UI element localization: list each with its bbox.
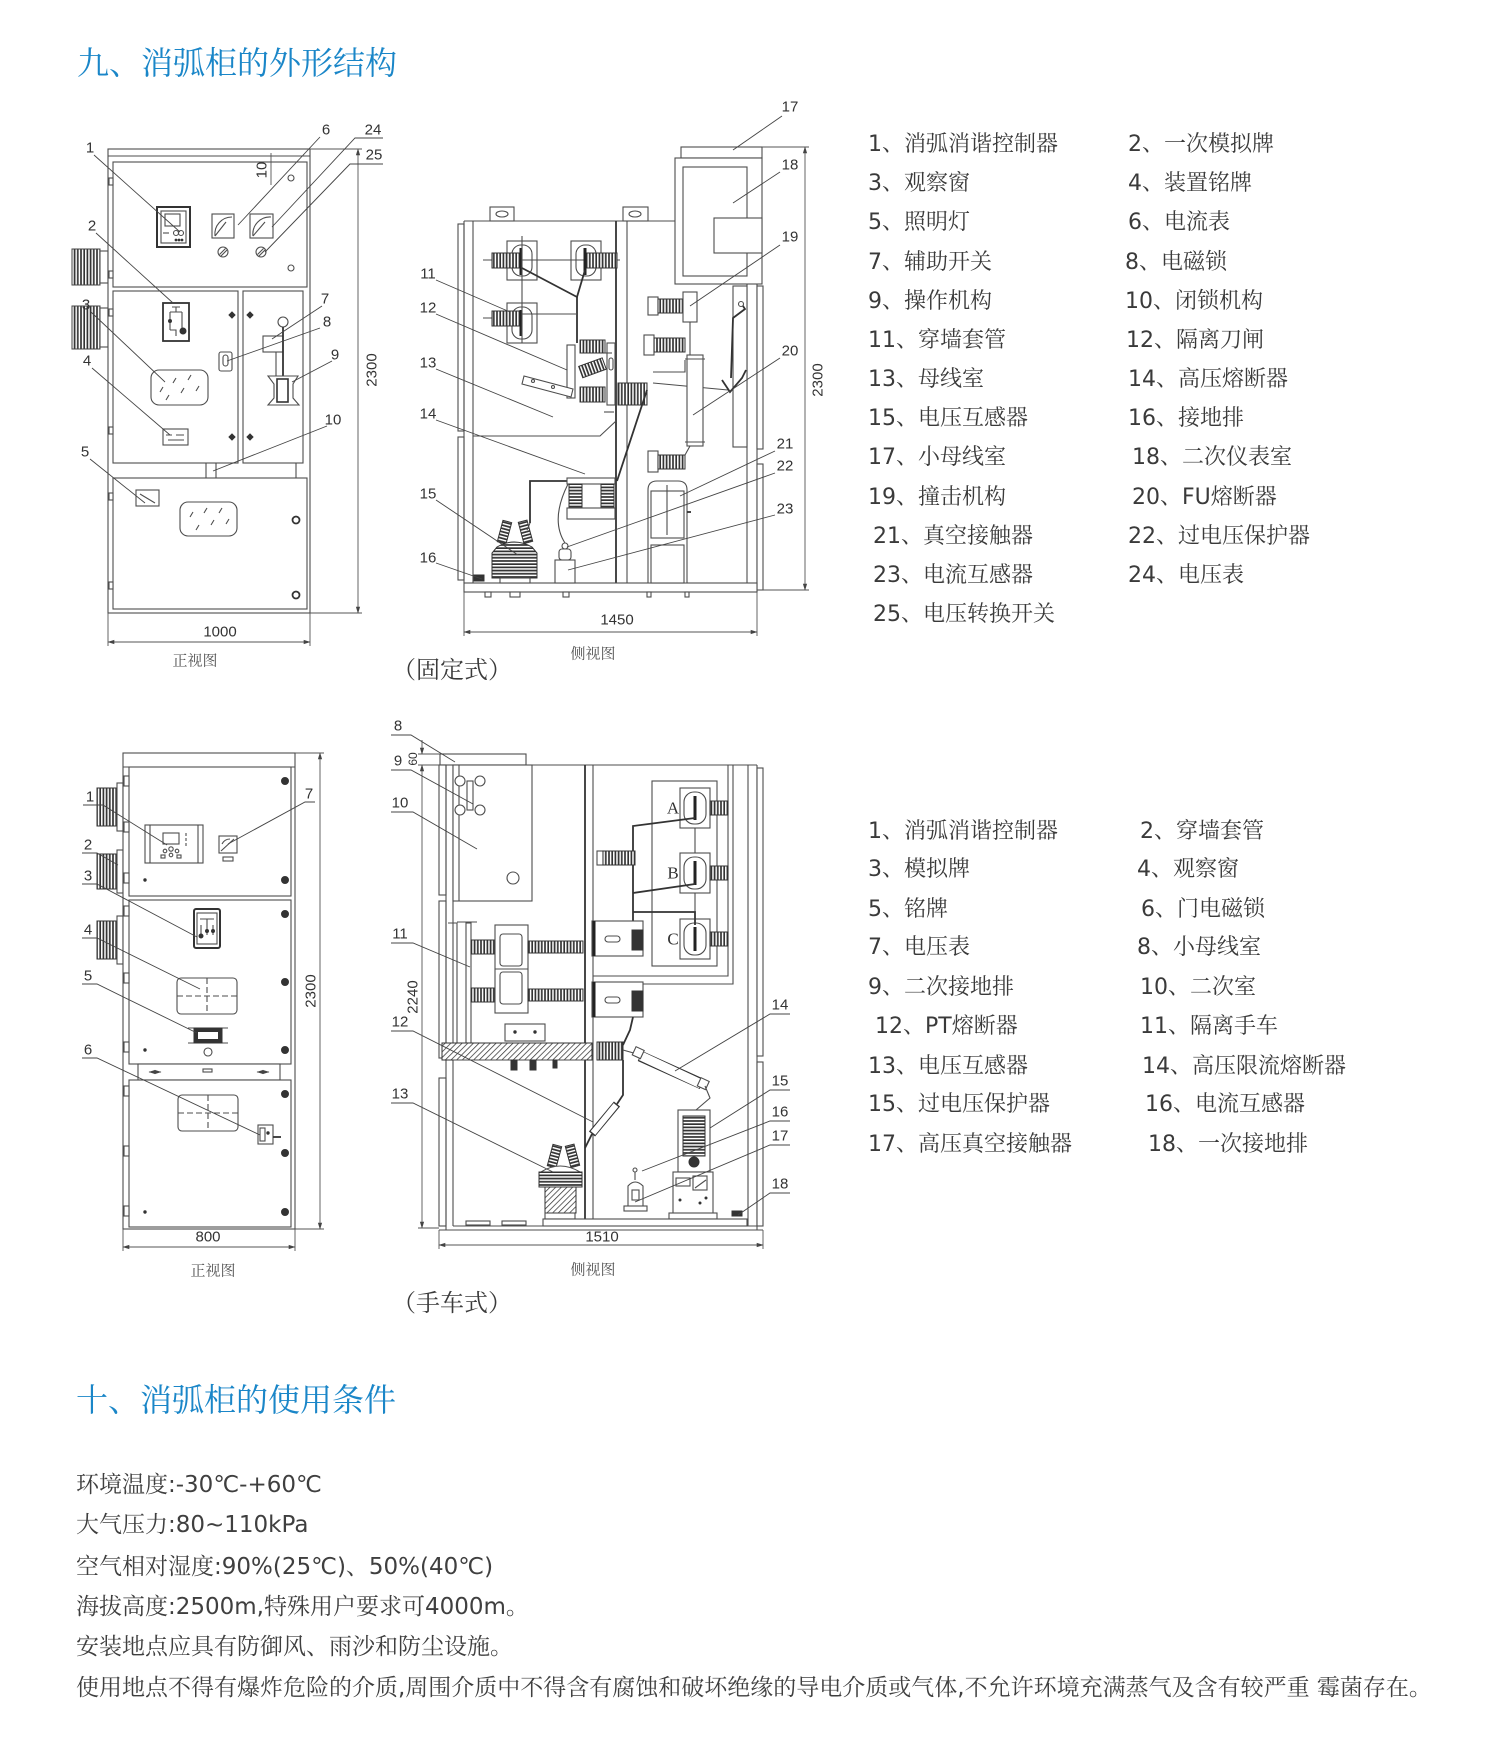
legend-item: 8、电磁锁 [1125, 250, 1227, 275]
dim-height: 2300 [809, 363, 827, 397]
callout-1: 1 [85, 788, 95, 806]
callout-11: 11 [420, 265, 436, 283]
legend-item: 9、二次接地排 [868, 975, 1014, 1000]
secondary-instrument-room [675, 147, 762, 284]
mimic-board [194, 909, 220, 948]
callout-1: 1 [85, 139, 95, 157]
callout-13: 13 [391, 1085, 409, 1103]
callout-2: 2 [83, 836, 93, 854]
striker-mechanism [644, 292, 697, 355]
front-view-caption: 正视图 [172, 652, 218, 670]
callout-12: 12 [391, 1013, 409, 1031]
legend-item: 11、隔离手车 [1140, 1014, 1278, 1039]
legend-item: 12、隔离刀闸 [1126, 328, 1264, 353]
legend-item: 13、母线室 [868, 367, 984, 392]
legend-item: 12、PT熔断器 [875, 1014, 1018, 1039]
callout-17: 17 [771, 1127, 789, 1145]
vent-slot [502, 1221, 526, 1225]
phase-label-a: A [666, 798, 680, 818]
callout-3: 3 [81, 296, 91, 314]
callout-24: 24 [364, 121, 382, 139]
legend-item: 13、电压互感器 [868, 1054, 1028, 1079]
vent-slot [466, 1221, 490, 1225]
legend-item: 7、辅助开关 [868, 250, 992, 275]
legend-item: 11、穿墙套管 [868, 328, 1006, 353]
hv-fuse [530, 478, 615, 523]
static-contacts [592, 851, 643, 1017]
isolating-switch [567, 340, 615, 412]
hv-vacuum-contactor [669, 1172, 717, 1219]
dim-top: 60 [406, 752, 420, 766]
side-view-caption: 侧视图 [570, 1261, 616, 1279]
lower-observation-window [180, 502, 237, 536]
fixed-front-view [72, 122, 383, 670]
legend-item: 20、FU熔断器 [1132, 485, 1277, 510]
callout-3: 3 [83, 867, 93, 885]
callout-23: 23 [776, 500, 794, 518]
dim-width: 1450 [600, 611, 634, 629]
dim-width: 800 [195, 1228, 221, 1246]
callout-25: 25 [365, 146, 383, 164]
observation-window [151, 370, 208, 405]
legend-item: 22、过电压保护器 [1128, 524, 1310, 549]
legend-item: 1、消弧消谐控制器 [868, 819, 1058, 844]
fixed-type-caption: （固定式） [392, 656, 512, 684]
legend-item: 18、二次仪表室 [1132, 445, 1292, 470]
callout-10: 10 [324, 411, 342, 429]
callout-21: 21 [776, 435, 794, 453]
legend-item: 15、电压互感器 [868, 406, 1028, 431]
legend-item: 14、高压限流熔断器 [1142, 1054, 1346, 1079]
dim-height: 2300 [363, 353, 381, 387]
vacuum-contactor [648, 481, 691, 583]
condition-installation: 安装地点应具有防御风、雨沙和防尘设施。 [76, 1634, 513, 1660]
callout-2: 2 [87, 217, 97, 235]
legend-item: 16、接地排 [1128, 406, 1244, 431]
callout-15: 15 [771, 1072, 789, 1090]
legend-item: 1、消弧消谐控制器 [868, 132, 1058, 157]
handcart-side-view [391, 718, 790, 1279]
callout-11: 11 [392, 925, 408, 943]
legend-item: 7、电压表 [868, 935, 970, 960]
callout-4: 4 [83, 921, 93, 939]
legend-item: 18、一次接地排 [1148, 1132, 1308, 1157]
legend-item: 16、电流互感器 [1145, 1092, 1305, 1117]
legend-item: 4、观察窗 [1137, 857, 1239, 882]
wall-bushings [97, 783, 123, 964]
phase-label-c: C [667, 929, 679, 949]
handcart-type-caption: （手车式） [392, 1289, 512, 1317]
side-view-caption: 侧视图 [570, 645, 616, 663]
mimic-board [163, 303, 189, 341]
legend-item: 17、高压真空接触器 [868, 1132, 1072, 1157]
callout-8: 8 [393, 717, 403, 735]
dim-width: 1510 [585, 1228, 619, 1246]
section-title-conditions: 十、消弧柜的使用条件 [76, 1381, 397, 1419]
legend-item: 2、一次模拟牌 [1128, 132, 1274, 157]
voltmeter [250, 214, 273, 238]
legend-item: 3、模拟牌 [868, 857, 970, 882]
current-transformer [624, 1168, 647, 1211]
condition-pressure: 大气压力:80~110kPa [76, 1512, 309, 1538]
legend-item: 9、操作机构 [868, 289, 992, 314]
callout-5: 5 [83, 967, 93, 985]
panel-screw [288, 265, 294, 271]
arc-suppression-controller [145, 825, 203, 863]
dim-width: 1000 [203, 623, 237, 641]
dim-height: 2240 [404, 980, 422, 1014]
current-limiting-fuse [623, 1047, 710, 1110]
callout-7: 7 [304, 785, 314, 803]
isolating-handcart [448, 922, 583, 1043]
legend-item: 25、电压转换开关 [873, 602, 1055, 627]
legend-item: 6、电流表 [1128, 210, 1230, 235]
legend-item: 24、电压表 [1128, 563, 1244, 588]
legend-item: 23、电流互感器 [873, 563, 1033, 588]
overvoltage-protector [678, 1110, 710, 1172]
wall-bushing-upper [72, 249, 108, 285]
callout-4: 4 [82, 352, 92, 370]
handcart-front-view [82, 753, 324, 1280]
electromagnetic-lock [219, 352, 232, 371]
voltage-transformer [539, 1144, 582, 1219]
callout-15: 15 [419, 485, 437, 503]
legend-item: 6、门电磁锁 [1141, 897, 1265, 922]
legend-item: 10、二次室 [1140, 975, 1256, 1000]
legend-item: 19、撞击机构 [868, 485, 1006, 510]
callout-14: 14 [771, 996, 789, 1014]
callout-17: 17 [781, 98, 799, 116]
legend-item: 3、观察窗 [868, 171, 970, 196]
fixed-side-view [420, 99, 827, 663]
callout-9: 9 [393, 752, 403, 770]
ammeter-switch-knob [218, 247, 228, 257]
handcart-side-leaders [391, 735, 790, 1215]
door-latch [293, 592, 300, 599]
legend-item: 10、闭锁机构 [1125, 289, 1263, 314]
callout-16: 16 [771, 1103, 789, 1121]
instrument-panel [113, 162, 307, 287]
condition-environment: 使用地点不得有爆炸危险的介质,周围介质中不得含有腐蚀和破坏绝缘的导电介质或气体,不允许环境充满蒸气及含有较严重 霉菌存在。 [76, 1675, 1432, 1701]
ammeter [212, 214, 234, 238]
door-latch [293, 517, 300, 524]
condition-altitude: 海拔高度:2500m,特殊用户要求可4000m。 [76, 1594, 529, 1620]
legend-item: 5、铭牌 [868, 897, 948, 922]
legend-item: 8、小母线室 [1137, 935, 1261, 960]
legend-item: 2、穿墙套管 [1140, 819, 1264, 844]
dim-top-gap: 10 [253, 161, 271, 179]
callout-6: 6 [321, 121, 331, 139]
callout-14: 14 [419, 405, 437, 423]
legend-item: 14、高压熔断器 [1128, 367, 1288, 392]
callout-22: 22 [776, 457, 794, 475]
legend-item: 21、真空接触器 [873, 524, 1033, 549]
phase-label-b: B [667, 863, 679, 883]
callout-12: 12 [419, 299, 437, 317]
callout-16: 16 [419, 549, 437, 567]
callout-7: 7 [320, 290, 330, 308]
condition-temperature: 环境温度:-30℃-+60℃ [76, 1472, 322, 1498]
callout-18: 18 [781, 156, 799, 174]
callout-13: 13 [419, 354, 437, 372]
callout-19: 19 [781, 228, 799, 246]
callout-5: 5 [80, 443, 90, 461]
callout-18: 18 [771, 1175, 789, 1193]
front-view-caption: 正视图 [190, 1262, 236, 1280]
section-title-structure: 九、消弧柜的外形结构 [77, 44, 398, 82]
legend-item: 5、照明灯 [868, 210, 970, 235]
wall-bushings [483, 236, 620, 343]
voltage-selector-knob [256, 247, 266, 257]
callout-6: 6 [83, 1041, 93, 1059]
busbar-room-bar [522, 376, 573, 397]
condition-humidity: 空气相对湿度:90%(25℃)、50%(40℃) [76, 1554, 494, 1580]
dim-height: 2300 [302, 974, 320, 1008]
base-plate [543, 1219, 747, 1226]
legend-item: 17、小母线室 [868, 445, 1006, 470]
device-nameplate [163, 429, 188, 445]
callout-20: 20 [781, 342, 799, 360]
arc-suppression-controller [157, 207, 190, 247]
callout-9: 9 [330, 346, 340, 364]
secondary-room [453, 765, 532, 901]
legend-item: 15、过电压保护器 [868, 1092, 1050, 1117]
legend-item: 4、装置铭牌 [1128, 171, 1252, 196]
callout-8: 8 [322, 313, 332, 331]
callout-10: 10 [391, 794, 409, 812]
observation-window [177, 978, 237, 1014]
panel-screw [288, 175, 294, 181]
voltage-transformer [492, 520, 537, 583]
